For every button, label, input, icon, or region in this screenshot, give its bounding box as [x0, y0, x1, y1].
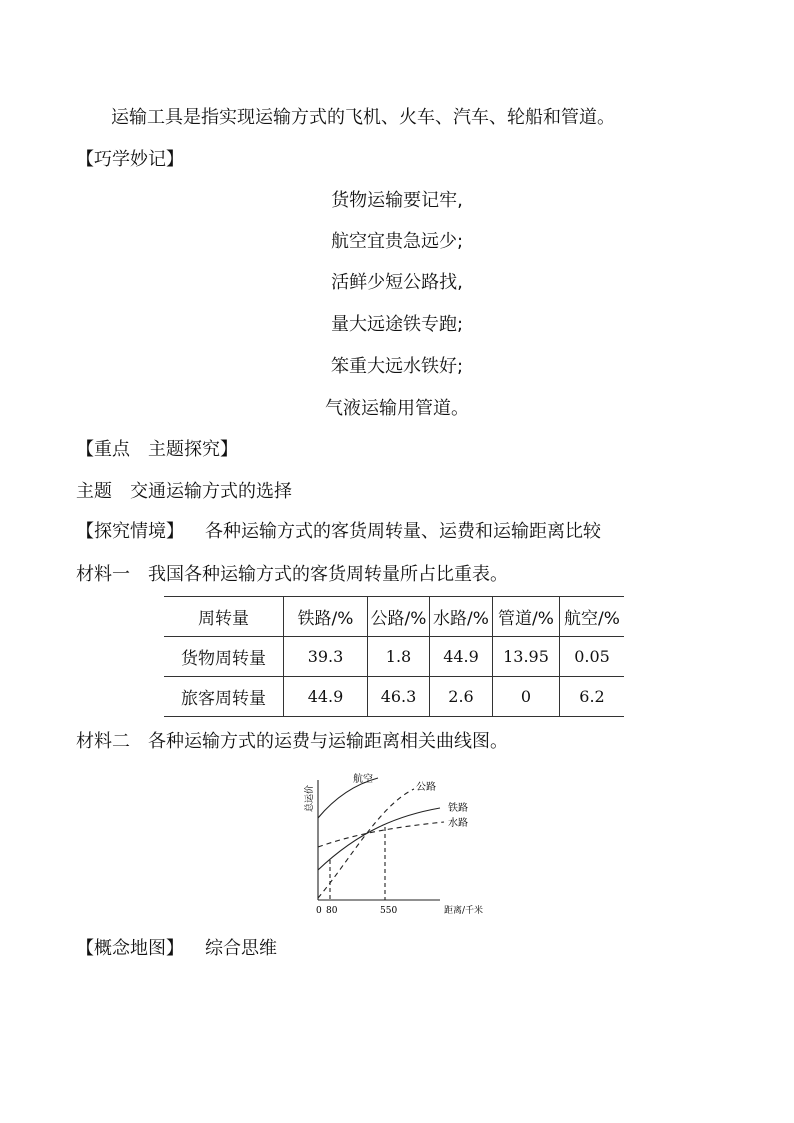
series-line-水路: [318, 822, 444, 847]
material-one: 材料一 我国各种运输方式的客货周转量所占比重表。: [76, 564, 508, 585]
table-header-cell: 公路/%: [368, 597, 430, 637]
table-row-label: 旅客周转量: [164, 677, 284, 717]
series-label-航空: 航空: [353, 774, 373, 785]
x-tick-80: 80: [326, 906, 338, 916]
poem-line-3: 活鲜少短公路找,: [331, 272, 463, 293]
series-label-铁路: 铁路: [448, 803, 468, 814]
table-cell: 1.8: [368, 637, 430, 677]
topic-heading: 主题 交通运输方式的选择: [76, 481, 292, 502]
table-cell: 39.3: [284, 637, 368, 677]
table-header-cell: 铁路/%: [284, 597, 368, 637]
x-tick-550: 550: [380, 906, 398, 916]
poem-line-6: 气液运输用管道。: [325, 398, 469, 419]
series-line-航空: [318, 778, 378, 818]
series-line-公路: [318, 789, 414, 898]
scenario-label: 【探究情境】: [76, 521, 184, 542]
table-cell: 13.95: [493, 637, 560, 677]
table-header-cell: 航空/%: [560, 597, 625, 637]
concept-label: 【概念地图】: [76, 938, 184, 959]
table-cell: 44.9: [284, 677, 368, 717]
y-axis-label: 总运价: [305, 784, 315, 812]
table-header-row: [164, 597, 624, 637]
x-tick-0: 0: [316, 906, 322, 916]
table-header-cell: 周转量: [164, 597, 284, 637]
table-header-cell: 管道/%: [493, 597, 560, 637]
intro-paragraph: 运输工具是指实现运输方式的飞机、火车、汽车、轮船和管道。: [111, 107, 615, 128]
table-cell: 44.9: [430, 637, 493, 677]
table-row: [164, 637, 624, 677]
table-row: [164, 677, 624, 717]
concept-text: 综合思维: [205, 938, 277, 959]
series-label-公路: 公路: [416, 782, 436, 793]
poem-line-1: 货物运输要记牢,: [331, 190, 463, 211]
poem-line-2: 航空宜贵急远少;: [330, 231, 464, 252]
material-two: 材料二 各种运输方式的运费与运输距离相关曲线图。: [76, 731, 508, 752]
table-cell: 6.2: [560, 677, 625, 717]
table-row-label: 货物周转量: [164, 637, 284, 677]
turnover-table: [164, 596, 624, 717]
poem-line-4: 量大远途铁专跑;: [330, 314, 464, 335]
series-label-水路: 水路: [448, 818, 468, 829]
key-heading: 【重点 主题探究】: [76, 439, 238, 460]
scenario-text: 各种运输方式的客货周转量、运费和运输距离比较: [205, 521, 601, 542]
table-cell: 0.05: [560, 637, 625, 677]
series-line-铁路: [318, 808, 440, 870]
poem-line-5: 笨重大远水铁好;: [330, 356, 464, 377]
tip-heading: 【巧学妙记】: [76, 149, 184, 170]
table-cell: 0: [493, 677, 560, 717]
table-cell: 46.3: [368, 677, 430, 717]
table-cell: 2.6: [430, 677, 493, 717]
x-axis-label: 距离/千米: [444, 906, 484, 916]
table-header-cell: 水路/%: [430, 597, 493, 637]
